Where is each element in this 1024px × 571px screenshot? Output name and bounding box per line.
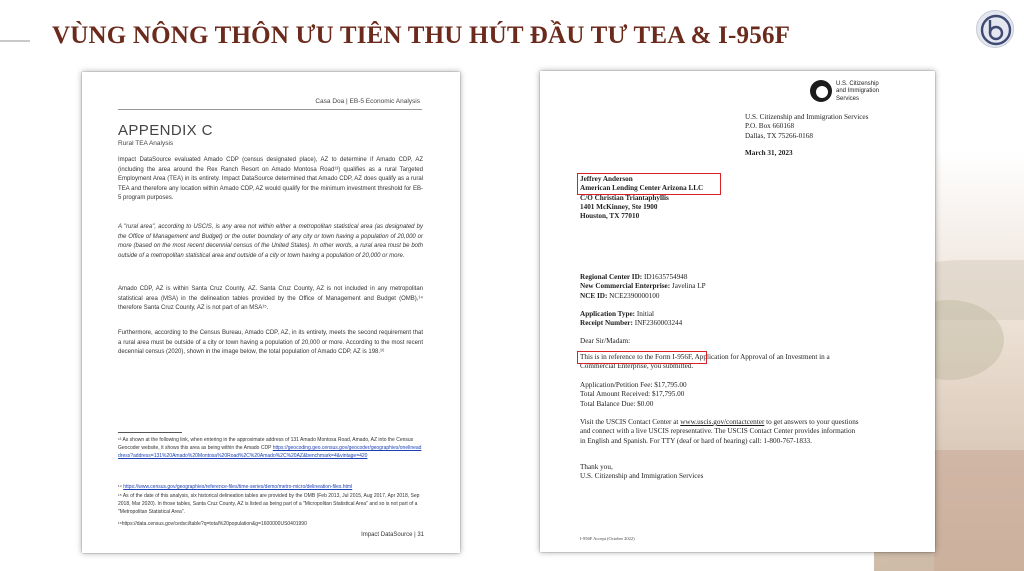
- closing-line: Thank you,: [580, 463, 613, 471]
- i956f-receipt-notice-document: [540, 71, 935, 552]
- case-details: Regional Center ID: ID1635754948 New Commercial Enterprise: Javelina LP NCE ID: NCE2390000100: [580, 273, 706, 300]
- form-footer: I-956F Accept (October 2022): [580, 536, 635, 541]
- reference-paragraph: This is in reference to the Form I-956F, Application for Approval of an Investment in a Commercial Enterprise, you submitted.: [580, 353, 830, 371]
- paragraph-rural-definition: A "rural area", according to USCIS, is any area not within either a metropolitan statistical area (as designated by the Office of Management and Budget) or the outer boundary of any city or town having a population of 20,000 or more (based on the most recent decennial census of the United States). In other words, a rural area must be both outside of a metropolitan statistical area and outside of a city or town having a population of 20,000 or more.: [118, 224, 423, 259]
- agency-line: Services: [836, 95, 860, 102]
- fee-line: Application/Petition Fee: $17,795.00: [580, 381, 687, 389]
- paragraph-msa: Amado CDP, AZ is within Santa Cruz County, AZ. Santa Cruz County, AZ is not included in any metropolitan statistical area (MSA) in the delineation tables provided by the Office of Management and Budget (OMB),¹⁴ therefore Santa Cruz County, AZ is not part of an MSA¹⁵.: [118, 286, 423, 312]
- footnote-16: ¹⁶https://data.census.gov/cedsci/table?q=total%20population&g=1600000US0401990: [118, 521, 307, 527]
- application-type: Initial: [636, 310, 655, 318]
- footnote-13-text: ¹³ As shown at the following link, when entering in the approximate address of 131 Amado Montosa Road, Amado, AZ into the Census Geocoder website, it shows this area as being within the Amado CDP: [118, 437, 414, 452]
- fee-line: Total Amount Received: $17,795.00: [580, 390, 685, 399]
- footnote-13: [118, 436, 423, 461]
- footnote-14: [118, 483, 423, 491]
- recipient-city: Houston, TX 77010: [580, 212, 640, 221]
- nce-name: Javelina LP: [671, 282, 706, 291]
- salutation: Dear Sir/Madam:: [580, 337, 631, 345]
- recipient-street: 1401 McKinney, Ste 1900: [580, 202, 658, 211]
- company-logo-icon: [976, 10, 1014, 48]
- title-accent-line: [0, 40, 30, 42]
- agency-name: [836, 81, 879, 103]
- recipient-company: American Lending Center Arizona LLC: [580, 184, 704, 193]
- fee-summary: [580, 381, 687, 409]
- address-line: U.S. Citizenship and Immigration Services: [745, 113, 869, 121]
- address-line: P.O. Box 660168: [745, 122, 795, 131]
- receipt-number: INF2360003244: [634, 319, 683, 328]
- recipient-care-of: C/O Christian Triantaphyllis: [580, 193, 669, 202]
- regional-center-id: ID1635754948: [643, 273, 688, 281]
- contact-center-link[interactable]: www.uscis.gov/contactcenter: [680, 418, 765, 426]
- application-details: Application Type: Initial Receipt Number: INF2360003244: [580, 310, 683, 328]
- slide-title: VÙNG NÔNG THÔN ƯU TIÊN THU HÚT ĐẦU TƯ TEA & I-956F: [52, 22, 791, 49]
- footnote-15: ¹⁵ As of the date of this analysis, six historical delineation tables are provided by the OMB (Feb 2013, Jul 2015, Aug 2017, Apr 2018, Sep 2018, Mar 2020). In those tables, Santa Cruz County, AZ is listed as being part of a "Micropolitan Statistical Area" and so is not part of a "Metropolitan Statistical Area".: [118, 493, 420, 516]
- agency-line: U.S. Citizenship: [836, 81, 879, 87]
- dhs-seal-icon: [810, 80, 832, 102]
- recipient-highlight-box: [577, 173, 721, 195]
- scenery-house: [934, 450, 1024, 571]
- appendix-title: APPENDIX C: [118, 122, 213, 139]
- nce-id: NCE2390000100: [609, 291, 660, 300]
- document-footer: Impact DataSource | 31: [361, 532, 424, 538]
- document-header: Casa Doa | EB-5 Economic Analysis: [315, 98, 420, 105]
- uscis-address: [745, 113, 868, 141]
- closing-line: U.S. Citizenship and Immigration Services: [580, 472, 704, 481]
- footnote-separator: [118, 432, 182, 433]
- paragraph-population: Furthermore, according to the Census Bureau, Amado CDP, AZ, in its entirety, meets the second requirement that a rural area must be outside of a city or town having a population of 20,000 or more. According to the most recent decennial census (2020), shown in the image below, the total population of Amado CDP, AZ is 198.¹⁶: [118, 330, 423, 356]
- header-divider: [118, 109, 422, 110]
- agency-line: and Immigration: [836, 88, 880, 95]
- form-reference-highlight-box: [577, 351, 707, 364]
- footnote-14-link[interactable]: https://www.census.gov/geographies/reference-files/time-series/demo/metro-micro/delineation-files.html: [123, 484, 353, 490]
- form-reference: This is in reference to the Form I-956F: [580, 353, 692, 361]
- closing-block: [580, 463, 703, 482]
- contact-center-paragraph: Visit the USCIS Contact Center at www.uscis.gov/contactcenter to get answers to your questions and connect with a live USCIS representative. The USCIS Contact Center provides information in English and Spanish. For TTY (deaf or hard of hearing) call: 1-800-767-1833.: [580, 418, 859, 445]
- notice-date: March 31, 2023: [745, 149, 793, 157]
- footnote-13-link[interactable]: https://geocoding.geo.census.gov/geocoder/geographies/onelineaddress?address=131%20Amado%20Montosa%20Road%2C%20Amado%2C%20AZ&benchmark=4&vintage=420: [118, 445, 422, 460]
- footnote-14-label: ¹⁴: [118, 484, 122, 490]
- appendix-subtitle: Rural TEA Analysis: [118, 140, 174, 147]
- paragraph-evaluation: Impact DataSource evaluated Amado CDP (census designated place), AZ to determine if Amado CDP, AZ (including the area around the Rex Ranch Resort on Amado Montosa Road¹³) qualifies as a rural Targeted Employment Area (TEA) in its entirety. Impact DataSource determined that Amado CDP, AZ does qualify as a rural TEA and therefore any location within Amado CDP, AZ would qualify for the minimum investment threshold for EB-5 program purposes.: [118, 157, 423, 202]
- recipient-name: Jeffrey Anderson: [580, 175, 633, 183]
- fee-line: Total Balance Due: $0.00: [580, 399, 654, 408]
- rural-tea-analysis-document: [82, 72, 460, 553]
- address-line: Dallas, TX 75266-0168: [745, 131, 813, 140]
